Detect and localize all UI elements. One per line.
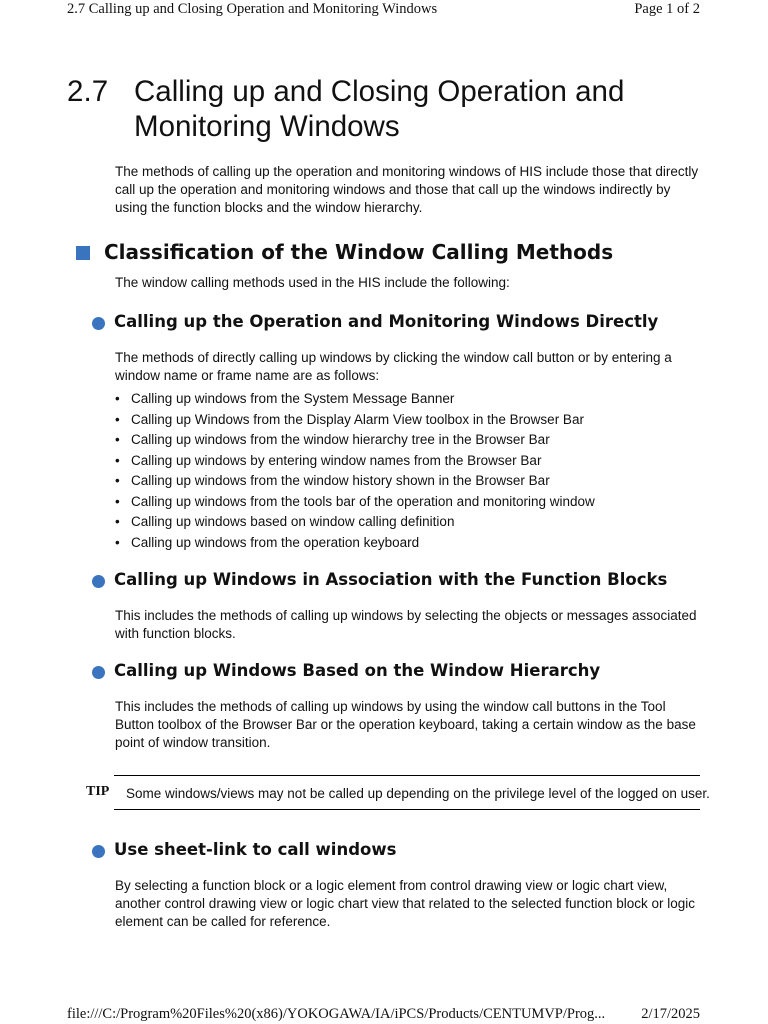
section-heading: Classification of the Window Calling Methods	[104, 240, 614, 264]
bullet-circle-icon	[92, 845, 105, 858]
bullet-circle-icon	[92, 666, 105, 679]
subsection-heading-hierarchy: Calling up Windows Based on the Window Hierarchy	[114, 661, 601, 680]
tip-bottom-rule	[114, 809, 700, 810]
subsection-desc-sheet-link: By selecting a function block or a logic element from control drawing view or logic chart view, another control drawing view or logic chart view that related to the selected function block or logic element can be called for reference.	[115, 878, 696, 929]
list-item: • Calling up windows from the window hierarchy tree in the Browser Bar	[115, 431, 595, 452]
list-item: • Calling up windows from the tools bar of the operation and monitoring window	[115, 493, 595, 514]
list-item: • Calling up windows from the operation keyboard	[115, 534, 595, 555]
subsection-heading-sheet-link: Use sheet-link to call windows	[114, 840, 397, 859]
list-item: • Calling up windows from the System Message Banner	[115, 390, 595, 411]
page-title: Calling up and Closing Operation and Monitoring Windows	[134, 75, 625, 143]
tip-label: TIP	[86, 784, 110, 799]
footer-file-path: file:///C:/Program%20Files%20(x86)/YOKOGAWA/IA/iPCS/Products/CENTUMVP/Prog...	[67, 1006, 606, 1022]
subsection-heading-direct: Calling up the Operation and Monitoring Windows Directly	[114, 312, 659, 331]
subsection-heading-function-blocks: Calling up Windows in Association with the Function Blocks	[114, 570, 668, 589]
subsection-desc-hierarchy: This includes the methods of calling up windows by using the window call buttons in the Tool Button toolbox of the Browser Bar or the operation keyboard, taking a certain window as the base point of window transition.	[115, 699, 696, 750]
tip-top-rule	[114, 775, 700, 776]
bullet-circle-icon	[92, 575, 105, 588]
subsection-desc-direct: The methods of directly calling up windows by clicking the window call button or by entering a window name or frame name are as follows:	[115, 350, 672, 383]
list-item: • Calling up Windows from the Display Alarm View toolbox in the Browser Bar	[115, 411, 595, 432]
bullet-circle-icon	[92, 317, 105, 330]
subsection-desc-function-blocks: This includes the methods of calling up windows by selecting the objects or messages associated with function blocks.	[115, 608, 697, 641]
list-item: • Calling up windows based on window calling definition	[115, 513, 595, 534]
section-square-icon	[76, 246, 90, 260]
section-intro: The window calling methods used in the HIS include the following:	[115, 275, 510, 290]
method-list	[115, 390, 595, 554]
intro-paragraph: The methods of calling up the operation and monitoring windows of HIS include those that directly call up the operation and monitoring windows and those that call up the windows indirectly by using the function blocks and the window hierarchy.	[115, 164, 699, 215]
list-item: • Calling up windows from the window history shown in the Browser Bar	[115, 472, 595, 493]
tip-text: Some windows/views may not be called up depending on the privilege level of the logged on user.	[126, 786, 710, 801]
section-number: 2.7	[67, 75, 109, 108]
footer-date: 2/17/2025	[641, 1006, 700, 1022]
page-header-title: 2.7 Calling up and Closing Operation and Monitoring Windows	[67, 1, 438, 17]
page-number: Page 1 of 2	[634, 1, 700, 17]
list-item: • Calling up windows by entering window names from the Browser Bar	[115, 452, 595, 473]
